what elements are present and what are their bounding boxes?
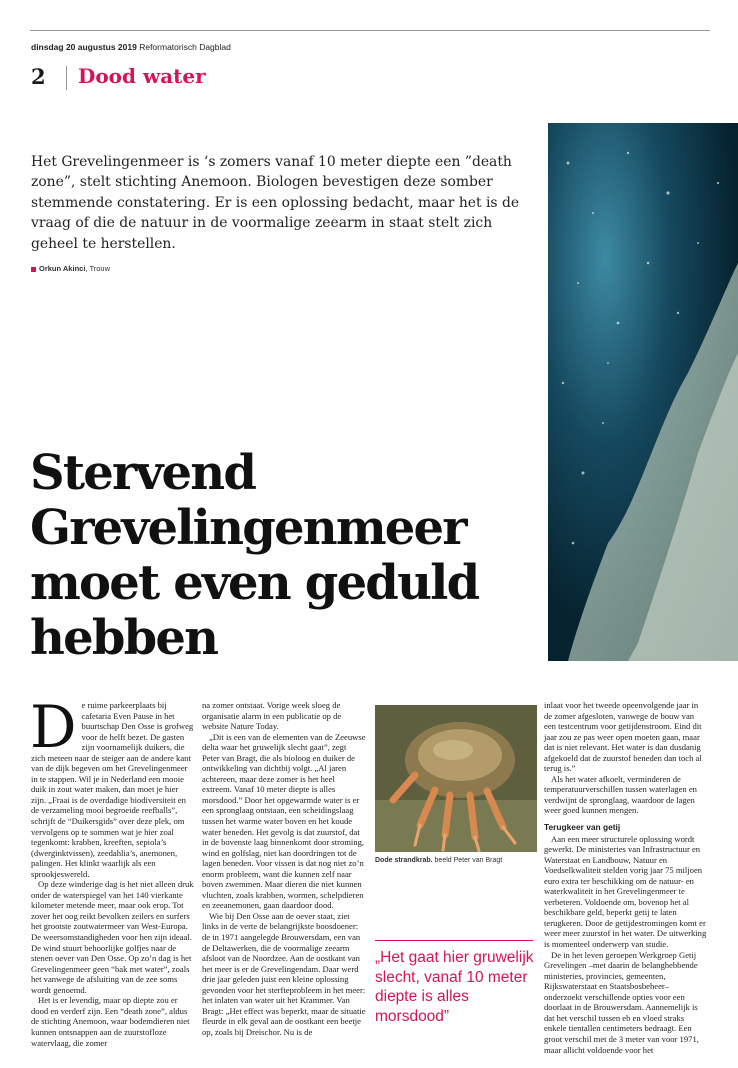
article-paragraph: Als het water afkoelt, verminderen de temperatuurverschillen tussen waterlagen en verdwijnt de spronglaag, waardoor de lagen weer goed kunnen mengen. xyxy=(544,773,697,816)
article-column-1 xyxy=(30,693,195,1048)
article-paragraph: Aan een meer structurele oplossing wordt gewerkt. De ministeries van Infrastructuur en Waterstaat en Landbouw, Natuur en Voedselkwaliteit stelden vorig jaar 75 miljoen euro extra ter beschikking om de natuur- en waterkwaliteit in het Grevelingenmeer te verbeteren. Voldoende om, bovenop het al beschikbare geld, beperkt getij te laten terugkeren. Door de getijdestromingen komt er weer meer zuurstof in het water. De uitwerking is momenteel onderwerp van studie. xyxy=(544,833,707,950)
page-number: 2 xyxy=(31,64,46,89)
date: dinsdag 20 augustus 2019 xyxy=(31,42,137,52)
caption-title: Dode strandkrab. xyxy=(375,857,433,864)
section-divider xyxy=(66,66,67,90)
article-paragraph: Het is er levendig, maar op diepte zou er dood en verderf zijn. Een “death zone”, aldus de stichting Anemoon, waar bodemdieren niet kunnen ontsnappen aan de zuurstofloze watervlaag, die zomer xyxy=(31,995,190,1048)
headline: Stervend Grevelingenmeer moet even geduld hebben xyxy=(30,445,479,666)
article-paragraph: De in het leven geroepen Werkgroep Getij Grevelingen –met daarin de belanghebbende ministeries, provincies, gemeenten, Rijkswaterstaat en Staatsbosbeheer– onderzoekt verschillende opties voor een doorlaat in de Brouwersdam. Aannemelijk is dat het verschil tussen eb en vloed straks enkele tientallen centimeters bedraagt. Een groot verschil met de 3 meter van voor 1971, maar allicht voldoende voor het xyxy=(544,949,699,1055)
intro-text: Het Grevelingenmeer is ‘s zomers vanaf 10 meter diepte een ”death zone”, stelt stichting Anemoon. Biologen bevestigen deze somber stemmende constatering. Er is een oplossing bedacht, maar het is de vraag of die de natuur in de voormalige zeearm in staat stelt zich geheel te herstellen. xyxy=(31,154,520,252)
top-rule xyxy=(30,30,710,31)
byline xyxy=(31,264,110,273)
quote-rule xyxy=(375,940,533,941)
crab-photo xyxy=(375,705,537,852)
dateline xyxy=(31,42,231,52)
byline-source: , Trouw xyxy=(85,264,110,273)
article-paragraph: De ruime parkeerplaats bij cafetaria Even Pause in het buurtschap Den Osse is grofweg voor de helft bezet. De gasten zijn voornamelijk duikers, die zich meteen naar de steiger aan de andere kant van de dijk begeven om het Grevelingenmeer in te stappen. Wil je in Nederland een mooie duik in zout water maken, dan moet je hier zijn. „Fraai is de overdadige biodiversiteit en de verzameling mooi begroeide reefballs”, schrijft de “Duikersgids” over deze plek, om vervolgens op te sommen wat je hier zoal tegenkomt: krabben, kreeften, sepiola’s (dwerginktvissen), zeedahlia’s, anemonen, palingen. Het klinkt waarlijk als een sprookjeswereld. xyxy=(30,693,194,879)
byline-marker xyxy=(31,267,36,272)
drop-cap: D xyxy=(30,693,77,761)
article-paragraph: Wie bij Den Osse aan de oever staat, ziet links in de verte de belangrijkste boosdoener: de in 1971 aangelegde Brouwersdam, een van de Deltawerken, die de voormalige zeearm afsloot van de Noordzee. Aan de oostkant van het meer is er de Grevelingendam. Daar werd drie jaar geleden juist een kleine oplossing gevonden voor het sterfteprobleem in het meer: het inlaten van water uit het Krammer. Van Bragt: „Het effect was beperkt, maar de situatie fleurde in elk geval aan de oostkant een beetje op, zoals bij Dreischor. Nu is de xyxy=(202,910,366,1037)
article-column-2 xyxy=(202,700,366,1038)
article-paragraph: na zomer ontstaat. Vorige week sloeg de organisatie alarm in een publicatie op de website Nature Today. xyxy=(202,700,342,732)
section-title: Dood water xyxy=(78,64,206,88)
newspaper-name: Reformatorisch Dagblad xyxy=(139,42,231,52)
article-column-4 xyxy=(544,700,708,1055)
author-name: Orkun Akinci xyxy=(39,264,86,273)
article-paragraph: Op deze winderige dag is het niet alleen druk onder de waterspiegel van het 140 vierkante kilometer metende meer, maar ook erop. Tot zover het oog reikt bevolken zeilers en surfers het grootste zoutwatermeer van West-Europa. De weersomstandigheden voor hen zijn ideaal. De wind stuurt behoorlijke golfjes naar de stenen oever van Den Osse. Op zo’n dag is het Grevelingenmeer geen “bak met water”, zoals het vanwege de afsluiting van de zee soms wordt genoemd. xyxy=(31,879,194,995)
article-paragraph: inlaat voor het tweede opeenvolgende jaar in de zomer afgesloten, vanwege de bouw van een testcentrum voor getijdenstroom. Eind dit jaar zou ze pas weer open moeten gaan, maar dat is niet relevant. Het water is dan dusdanig afgekoeld dat de zuurstof beneden dan toch al terug is.” xyxy=(544,700,702,774)
photo-caption xyxy=(375,857,502,864)
caption-credit: beeld Peter van Bragt xyxy=(434,857,503,864)
subheading: Terugkeer van getij xyxy=(544,822,621,833)
pull-quote: „Het gaat hier gruwelijk slecht, vanaf 10 meter diepte is alles morsdood” xyxy=(375,949,534,1025)
article-paragraph: „Dit is een van de elementen van de Zeeuwse delta waar het gruwelijk slecht gaat”, zegt Peter van Bragt, die als bioloog en duiker de ontwikkeling van dichtbij volgt. „Al jaren achtereen, maar deze zomer is het heel extreem. Vanaf 10 meter diepte is alles morsdood.” Door het opgewarmde water is er een spronglaag ontstaan, een scheidingslaag tussen het warme water boven en het koude water beneden. Het gevolg is dat zuurstof, dat in de bovenste laag binnenkomt door stroming, wind en golfslag, niet kan doordringen tot de lagen beneden. Voor vissen is dat nog niet zo’n enorm probleem, want die kunnen zelf naar boven zwemmen. Maar dieren die niet kunnen vluchten, zoals krabben, wormen, schelpdieren en zeeanemonen, gaan daardoor dood. xyxy=(202,731,366,911)
underwater-photo xyxy=(548,123,738,661)
